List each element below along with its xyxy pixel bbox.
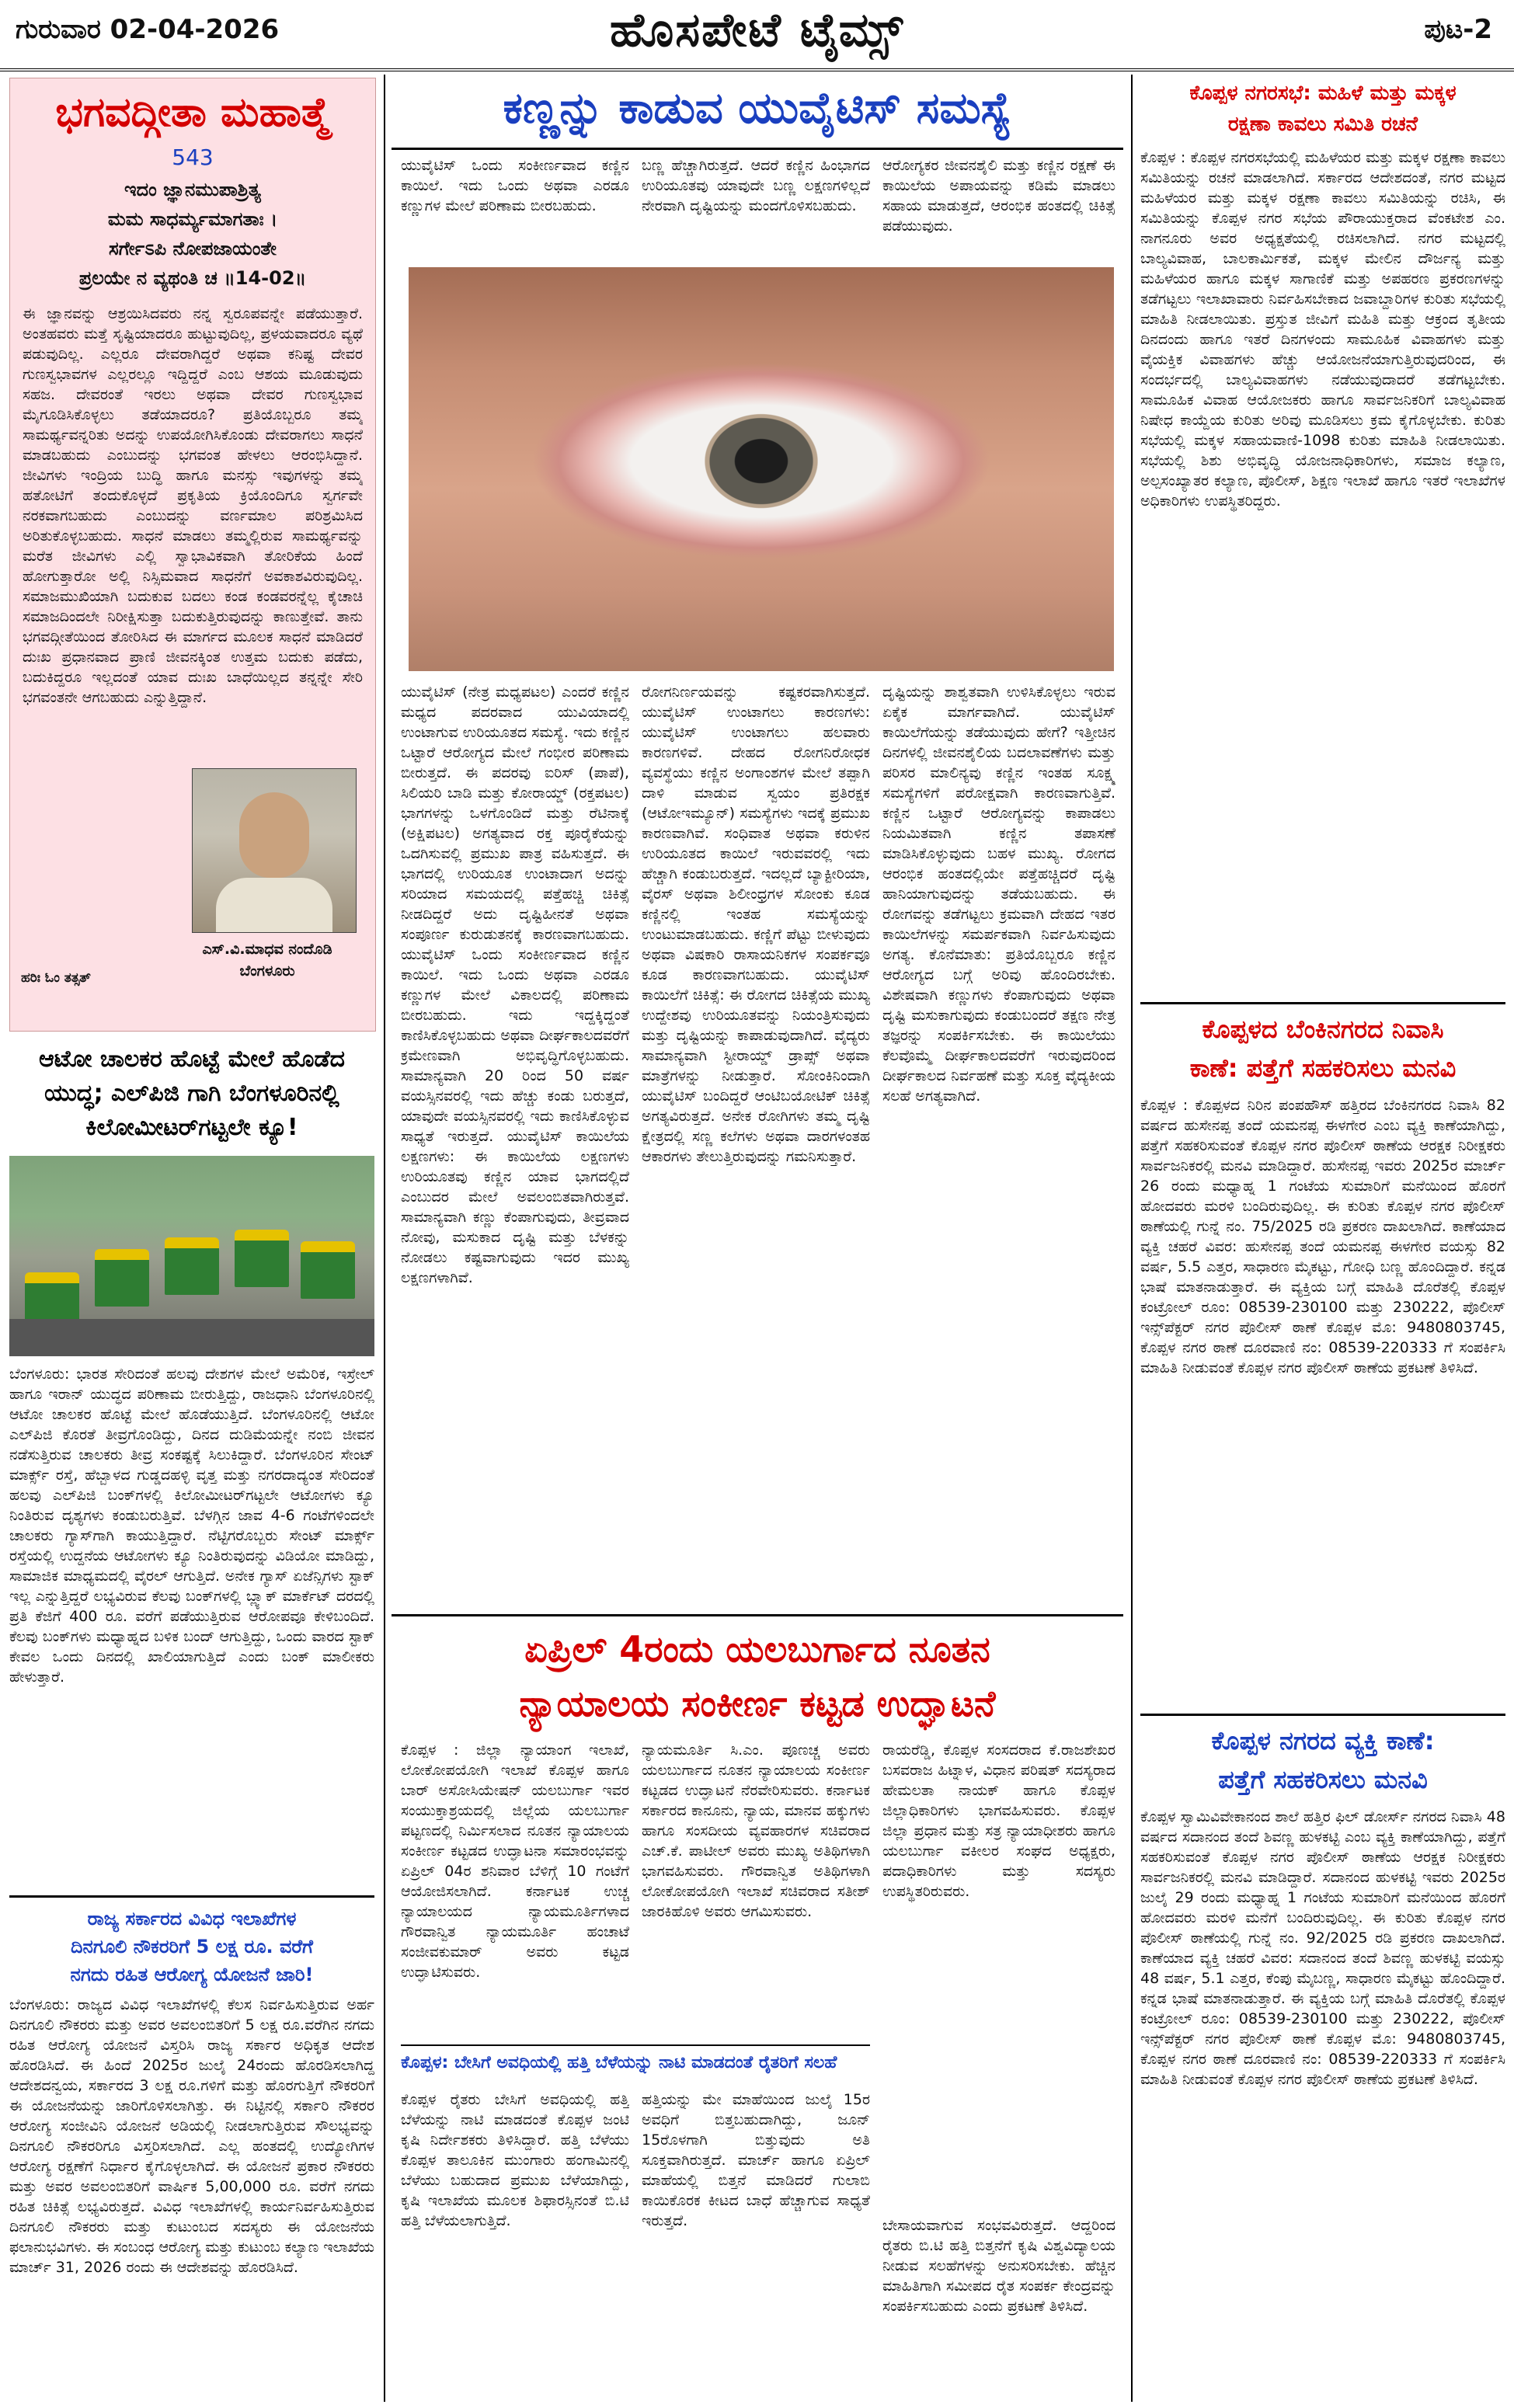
left-divider (9, 1895, 374, 1898)
headline-line: ಆಟೋ ಚಾಲಕರ ಹೊಟ್ಟೆ ಮೇಲೆ ಹೊಡೆದ (38, 1046, 346, 1073)
eye-intro-col: ಆರೋಗ್ಯಕರ ಜೀವನಶೈಲಿ ಮತ್ತು ಕಣ್ಣಿನ ರಕ್ಷಣೆ ಈ ಕಾಯಿಲೆಯ ಅಪಾಯವನ್ನು ಕಡಿಮೆ ಮಾಡಲು ಸಹಾಯ ಮಾಡುತ್ತದೆ, ಆರಂಭಿಕ ಹಂತದಲ್ಲಿ ಚಿಕಿತ್ಸೆ ಪಡೆಯುವುದು. (882, 157, 1115, 235)
right-divider-2 (1140, 1714, 1505, 1716)
center-divider (392, 1614, 1123, 1616)
right-story-2 (1140, 1010, 1505, 1709)
shloka-line: ಸರ್ಗೇಽಪಿ ನೋಪಜಾಯಂತೇ (109, 238, 277, 259)
eye-headline: ಕಣ್ಣನ್ನು ಕಾಡುವ ಯುವೈಟಿಸ್ ಸಮಸ್ಯೆ (503, 83, 1012, 134)
health-story (9, 1905, 374, 2402)
health-headline (9, 1905, 374, 1989)
right-story-1 (1140, 78, 1505, 994)
gita-title: ಭಗವದ್ಗೀತಾ ಮಹಾತ್ಮೆ (55, 89, 330, 136)
author-photo (192, 768, 357, 933)
headline-line: ಏಪ್ರಿಲ್ 4ರಂದು ಯಲಬುರ್ಗಾದ ನೂತನ (524, 1628, 990, 1670)
auto-story (9, 1042, 374, 1889)
crop-headline: ಕೊಪ್ಪಳ: ಬೇಸಿಗೆ ಅವಧಿಯಲ್ಲಿ ಹತ್ತಿ ಬೆಳೆಯನ್ನು ನಾಟಿ ಮಾಡದಂತೆ ರೈತರಿಗೆ ಸಲಹೆ (401, 2053, 837, 2072)
story3-headline (1140, 1721, 1505, 1799)
eye-intro-col: ಬಣ್ಣ ಹೆಚ್ಚಾಗಿರುತ್ತದೆ. ಆದರೆ ಕಣ್ಣಿನ ಹಿಂಭಾಗದ ಉರಿಯೂತವು ಯಾವುದೇ ಬಣ್ಣ ಲಕ್ಷಣಗಳಿಲ್ಲದೆ ನೇರವಾಗಿ ದೃಷ್ಟಿಯನ್ನು ಮಂದಗೊಳಿಸಬಹುದು. (642, 157, 870, 214)
right-divider-1 (1140, 1002, 1505, 1004)
headline-line: ರಕ್ಷಣಾ ಕಾವಲು ಸಮಿತಿ ರಚನೆ (1227, 113, 1418, 136)
health-body: ಬೆಂಗಳೂರು: ರಾಜ್ಯದ ವಿವಿಧ ಇಲಾಖೆಗಳಲ್ಲಿ ಕೆಲಸ ನಿರ್ವಹಿಸುತ್ತಿರುವ ಅರ್ಹ ದಿನಗೂಲಿ ನೌಕರರು ಮತ್ತು ಅವರ ಅವಲಂಬಿತರಿಗೆ 5 ಲಕ್ಷ ರೂ.ವರೆಗಿನ ನಗದು ರಹಿತ ಆರೋಗ್ಯ ಯೋಜನೆ ವಿಸ್ತರಿಸಿ ರಾಜ್ಯ ಸರ್ಕಾರ ಅಧಿಕೃತ ಆದೇಶ ಹೊರಡಿಸಿದೆ. ಈ ಹಿಂದೆ 2025ರ ಜುಲೈ 24ರಂದು ಹೊರಡಿಸಲಾಗಿದ್ದ ಆದೇಶದನ್ವಯ, ಸರ್ಕಾರದ 3 ಲಕ್ಷ ರೂ.ಗಳಿಗೆ ಮತ್ತು ಹೊರಗುತ್ತಿಗೆ ನೌಕರರಿಗೆ ಈ ಯೋಜನೆಯನ್ನು ಜಾರಿಗೊಳಿಸಲಾಗಿತ್ತು. ಈ ನಿಟ್ಟಿನಲ್ಲಿ ಸರ್ಕಾರಿ ನೌಕರರ ಆರೋಗ್ಯ ಸಂಜೀವಿನಿ ಯೋಜನೆ ಅಡಿಯಲ್ಲಿ ನೀಡಲಾಗುತ್ತಿರುವ ಸೌಲಭ್ಯವನ್ನು ದಿನಗೂಲಿ ನೌಕರರಿಗೂ ವಿಸ್ತರಿಸಲಾಗಿದೆ. ಎಲ್ಲ ಹಂತದಲ್ಲಿ ಉದ್ಯೋಗಿಗಳ ಆರೋಗ್ಯ ರಕ್ಷಣೆಗೆ ನಿರ್ಧಾರ ಕೈಗೊಳ್ಳಲಾಗಿದೆ. ಈ ಯೋಜನೆ ಪ್ರಕಾರ ನೌಕರರು ಮತ್ತು ಅವರ ಅವಲಂಬಿತರಿಗೆ ವಾರ್ಷಿಕ 5,00,000 ರೂ. ವರೆಗೆ ನಗದು ರಹಿತ ಚಿಕಿತ್ಸೆ ಲಭ್ಯವಿರುತ್ತದೆ. ವಿವಿಧ ಇಲಾಖೆಗಳಲ್ಲಿ ಕಾರ್ಯನಿರ್ವಹಿಸುತ್ತಿರುವ ದಿನಗೂಲಿ ನೌಕರರು ಮತ್ತು ಕುಟುಂಬದ ಸದಸ್ಯರು ಈ ಯೋಜನೆಯ ಫಲಾನುಭವಿಗಳು. ಈ ಸಂಬಂಧ ಆರೋಗ್ಯ ಮತ್ತು ಕುಟುಂಬ ಕಲ್ಯಾಣ ಇಲಾಖೆಯ ಮಾರ್ಚ್ 31, 2026 ರಂದು ಈ ಆದೇಶವನ್ನು ಹೊರಡಿಸಿದೆ. (9, 1996, 374, 2276)
auto-queue-photo (9, 1156, 374, 1356)
headline-line: ಪತ್ತೆಗೆ ಸಹಕರಿಸಲು ಮನವಿ (1218, 1765, 1428, 1794)
court-headline (392, 1622, 1123, 1731)
author-name: ಎಸ್.ವಿ.ಮಾಧವ ನಂದೊಡಿ (202, 941, 332, 958)
gita-shloka (10, 175, 375, 293)
headline-line: ದಿನಗೂಲಿ ನೌಕರರಿಗೆ 5 ಲಕ್ಷ ರೂ. ವರೆಗೆ (71, 1936, 313, 1957)
gita-box (9, 78, 376, 1032)
auto-headline (9, 1042, 374, 1145)
eye-body-col-3: ದೃಷ್ಟಿಯನ್ನು ಶಾಶ್ವತವಾಗಿ ಉಳಿಸಿಕೊಳ್ಳಲು ಇರುವ ಏಕೈಕ ಮಾರ್ಗವಾಗಿದೆ. ಯುವೈಟಿಸ್ ಕಾಯಿಲೆಗೆಯನ್ನು ತಡೆಯುವುದು ಹೇಗೆ? ಇತ್ತೀಚಿನ ದಿನಗಳಲ್ಲಿ ಜೀವನಶೈಲಿಯ ಬದಲಾವಣೆಗಳು ಮತ್ತು ಪರಿಸರ ಮಾಲಿನ್ಯವು ಕಣ್ಣಿನ ಇಂತಹ ಸೂಕ್ಷ್ಮ ಸಮಸ್ಯೆಗಳಿಗೆ ಪರೋಕ್ಷವಾಗಿ ಕಾರಣವಾಗುತ್ತಿವೆ. ಕಣ್ಣಿನ ಒಟ್ಟಾರೆ ಆರೋಗ್ಯವನ್ನು ಕಾಪಾಡಲು ನಿಯಮಿತವಾಗಿ ಕಣ್ಣಿನ ತಪಾಸಣೆ ಮಾಡಿಸಿಕೊಳ್ಳುವುದು ಬಹಳ ಮುಖ್ಯ. ರೋಗದ ಆರಂಭಿಕ ಹಂತದಲ್ಲಿಯೇ ಪತ್ತೆಹಚ್ಚಿದರೆ ದೃಷ್ಟಿ ಹಾನಿಯಾಗುವುದನ್ನು ತಡೆಯಬಹುದು. ಈ ರೋಗವನ್ನು ತಡೆಗಟ್ಟಲು ಕ್ರಮವಾಗಿ ದೇಹದ ಇತರ ಕಾಯಿಲೆಗಳನ್ನು ಸಮರ್ಪಕವಾಗಿ ನಿರ್ವಹಿಸುವುದು ಅಗತ್ಯ. ಕೊನೆಮಾತು: ಪ್ರತಿಯೊಬ್ಬರೂ ಕಣ್ಣಿನ ಆರೋಗ್ಯದ ಬಗ್ಗೆ ಅರಿವು ಹೊಂದಿರಬೇಕು. ವಿಶೇಷವಾಗಿ ಕಣ್ಣುಗಳು ಕೆಂಪಾಗುವುದು ಅಥವಾ ದೃಷ್ಟಿ ಮಸುಕಾಗುವುದು ಕಂಡುಬಂದರೆ ತಕ್ಷಣ ನೇತ್ರ ತಜ್ಞರನ್ನು ಸಂಪರ್ಕಿಸಬೇಕು. ಈ ಕಾಯಿಲೆಯು ಕೆಲವೊಮ್ಮೆ ದೀರ್ಘಕಾಲದವರೆಗೆ ಇರುವುದರಿಂದ ದೀರ್ಘಕಾಲದ ನಿರ್ವಹಣೆ ಮತ್ತು ಸೂಕ್ತ ವೈದ್ಯಕೀಯ ಸಲಹೆ ಅಗತ್ಯವಾಗಿದೆ. (882, 684, 1115, 1105)
column-rule-left (384, 75, 385, 2402)
newspaper-title: ಹೊಸಪೇಟೆ ಟೈಮ್ಸ್ (609, 3, 905, 57)
auto-body: ಬೆಂಗಳೂರು: ಭಾರತ ಸೇರಿದಂತೆ ಹಲವು ದೇಶಗಳ ಮೇಲೆ ಅಮೆರಿಕ, ಇಸ್ರೇಲ್ ಹಾಗೂ ಇರಾನ್ ಯುದ್ಧದ ಪರಿಣಾಮ ಬೀರುತ್ತಿದ್ದು, ರಾಜಧಾನಿ ಬೆಂಗಳೂರಿನಲ್ಲಿ ಆಟೋ ಚಾಲಕರ ಹೊಟ್ಟೆ ಮೇಲೆ ಹೊಡೆಯುತ್ತಿದೆ. ಬೆಂಗಳೂರಿನಲ್ಲಿ ಆಟೋ ಎಲ್‌ಪಿಜಿ ಕೊರತೆ ತೀವ್ರಗೊಂಡಿದ್ದು, ದಿನದ ದುಡಿಮೆಯನ್ನೇ ನಂಬಿ ಜೀವನ ನಡೆಸುತ್ತಿರುವ ಚಾಲಕರು ತೀವ್ರ ಸಂಕಷ್ಟಕ್ಕೆ ಸಿಲುಕಿದ್ದಾರೆ. ಬೆಂಗಳೂರಿನ ಸೇಂಟ್ ಮಾರ್ಕ್ಸ್ ರಸ್ತೆ, ಹೆಬ್ಬಾಳದ ಗುಡ್ಡದಹಳ್ಳಿ ವೃತ್ತ ಮತ್ತು ನಗರದಾದ್ಯಂತ ಸೇರಿದಂತೆ ಹಲವು ಎಲ್‌ಪಿಜಿ ಬಂಕ್‌ಗಳಲ್ಲಿ ಕಿಲೋಮೀಟರ್‌ಗಟ್ಟಲೇ ಆಟೋಗಳು ಕ್ಯೂ ನಿಂತಿರುವ ದೃಶ್ಯಗಳು ಕಂಡುಬರುತ್ತಿವೆ. ಬೆಳಗ್ಗಿನ ಜಾವ 4-6 ಗಂಟೆಗಳಿಂದಲೇ ಚಾಲಕರು ಗ್ಯಾಸ್‌ಗಾಗಿ ಕಾಯುತ್ತಿದ್ದಾರೆ. ನೆಟ್ಟಿಗರೊಬ್ಬರು ಸೇಂಟ್ ಮಾರ್ಕ್ಸ್ ರಸ್ತೆಯಲ್ಲಿ ಉದ್ದನೆಯ ಆಟೋಗಳು ಕ್ಯೂ ನಿಂತಿರುವುದನ್ನು ವಿಡಿಯೋ ಮಾಡಿದ್ದು, ಸಾಮಾಜಿಕ ಮಾಧ್ಯಮದಲ್ಲಿ ವೈರಲ್ ಆಗುತ್ತಿದೆ. ಅನೇಕ ಗ್ಯಾಸ್ ಏಜೆನ್ಸಿಗಳು ಸ್ಟಾಕ್ ಇಲ್ಲ ಎನ್ನುತ್ತಿದ್ದರೆ ಲಭ್ಯವಿರುವ ಕೆಲವು ಬಂಕ್‌ಗಳಲ್ಲಿ ಬ್ಲ್ಯಾಕ್ ಮಾರ್ಕೆಟ್ ದರದಲ್ಲಿ ಪ್ರತಿ ಕೆಜಿಗೆ 400 ರೂ. ವರೆಗೆ ಪಡೆಯುತ್ತಿರುವ ಆರೋಪವೂ ಕೇಳಿಬಂದಿದೆ. ಕೆಲವು ಬಂಕ್‌ಗಳು ಮಧ್ಯಾಹ್ನದ ಬಳಿಕ ಬಂದ್ ಆಗುತ್ತಿದ್ದು, ಒಂದು ವಾರದ ಸ್ಟಾಕ್ ಕೇವಲ ಒಂದು ದಿನದಲ್ಲಿ ಖಾಲಿಯಾಗುತ್ತಿದೆ ಎಂದು ಬಂಕ್ ಮಾಲೀಕರು ಹೇಳುತ್ತಾರೆ. (9, 1366, 374, 1686)
shloka-line: ಇದಂ ಜ್ಞಾನಮುಪಾಶ್ರಿತ್ಯ (124, 179, 261, 200)
headline-line: ಕಿಲೋಮೀಟರ್‌ಗಟ್ಟಲೇ ಕ್ಯೂ! (85, 1114, 298, 1141)
story2-body: ಕೊಪ್ಪಳ : ಕೊಪ್ಪಳದ ನಿರಿನ ಪಂಪಹೌಸ್ ಹತ್ತಿರದ ಬೆಂಕಿನಗರದ ನಿವಾಸಿ 82 ವರ್ಷದ ಹುಸೇನಪ್ಪ ತಂದೆ ಯಮನಪ್ಪ ಈಳಗೇರ ಎಂಬ ವ್ಯಕ್ತಿ ಕಾಣೆಯಾಗಿದ್ದು, ಪತ್ತೆಗೆ ಸಹಕರಿಸುವಂತೆ ಕೊಪ್ಪಳ ನಗರ ಪೊಲೀಸ್ ಠಾಣೆಯ ಆರಕ್ಷಕ ನಿರೀಕ್ಷಕರು ಸಾರ್ವಜನಿಕರಲ್ಲಿ ಮನವಿ ಮಾಡಿದ್ದಾರೆ. ಹುಸೇನಪ್ಪ ಇವರು 2025ರ ಮಾರ್ಚ್ 26 ರಂದು ಮಧ್ಯಾಹ್ನ 1 ಗಂಟೆಯ ಸುಮಾರಿಗೆ ಮನೆಯಿಂದ ಹೊರಗೆ ಹೋದವರು ಮರಳಿ ಬಂದಿರುವುದಿಲ್ಲ. ಈ ಕುರಿತು ಕೊಪ್ಪಳ ನಗರ ಪೊಲೀಸ್ ಠಾಣೆಯಲ್ಲಿ ಗುನ್ನೆ ನಂ. 75/2025 ರಡಿ ಪ್ರಕರಣ ದಾಖಲಾಗಿದೆ. ಕಾಣೆಯಾದ ವ್ಯಕ್ತಿ ಚಹರೆ ವಿವರ: ಹುಸೇನಪ್ಪ ತಂದೆ ಯಮನಪ್ಪ ಈಳಗೇರ ವಯಸ್ಸು 82 ವರ್ಷ, 5.5 ಎತ್ತರ, ಸಾಧಾರಣ ಮೈಕಟ್ಟು, ಗೋಧಿ ಬಣ್ಣ ಹೊಂದಿದ್ದಾರೆ. ಕನ್ನಡ ಭಾಷೆ ಮಾತನಾಡುತ್ತಾರೆ. ಈ ವ್ಯಕ್ತಿಯ ಬಗ್ಗೆ ಮಾಹಿತಿ ದೊರೆತಲ್ಲಿ ಕೊಪ್ಪಳ ಕಂಟ್ರೋಲ್ ರೂಂ: 08539-230100 ಮತ್ತು 230222, ಪೊಲೀಸ್ ಇನ್ಸ್‌ಪೆಕ್ಟರ್ ನಗರ ಪೊಲೀಸ್ ಠಾಣೆ ಕೊಪ್ಪಳ ಮೊ: 9480803745, ಕೊಪ್ಪಳ ನಗರ ಠಾಣೆ ದೂರವಾಣಿ ನಂ: 08539-220333 ಗೆ ಸಂಪರ್ಕಿಸಿ ಮಾಹಿತಿ ನೀಡುವಂತೆ ಕೊಪ್ಪಳ ನಗರ ಪೊಲೀಸ್ ಠಾಣೆಯ ಪ್ರಕಟಣೆ ತಿಳಿಸಿದೆ. (1140, 1097, 1505, 1376)
court-body-col-3: ರಾಯರೆಡ್ಡಿ, ಕೊಪ್ಪಳ ಸಂಸದರಾದ ಕೆ.ರಾಜಶೇಖರ ಬಸವರಾಜ ಹಿಟ್ನಾಳ, ವಿಧಾನ ಪರಿಷತ್ ಸದಸ್ಯರಾದ ಹೇಮಲತಾ ನಾಯಕ್ ಹಾಗೂ ಕೊಪ್ಪಳ ಜಿಲ್ಲಾಧಿಕಾರಿಗಳು ಭಾಗವಹಿಸುವರು. ಕೊಪ್ಪಳ ಜಿಲ್ಲಾ ಪ್ರಧಾನ ಮತ್ತು ಸತ್ರ ನ್ಯಾಯಾಧೀಶರು ಹಾಗೂ ಯಲಬುರ್ಗಾ ವಕೀಲರ ಸಂಘದ ಅಧ್ಯಕ್ಷರು, ಪದಾಧಿಕಾರಿಗಳು ಮತ್ತು ಸದಸ್ಯರು ಉಪಸ್ಥಿತರಿರುವರು. (882, 1742, 1115, 1900)
headline-line: ನಗದು ರಹಿತ ಆರೋಗ್ಯ ಯೋಜನೆ ಜಾರಿ! (70, 1964, 314, 1985)
shloka-line: ಪ್ರಲಯೇ ನ ವ್ಯಥಂತಿ ಚ ॥14-02॥ (78, 267, 307, 289)
story3-body: ಕೊಪ್ಪಳ ಸ್ವಾಮಿವಿವೇಕಾನಂದ ಶಾಲೆ ಹತ್ತಿರ ಫಿಲ್ ಡೋರ್ಸ್ ನಗರದ ನಿವಾಸಿ 48 ವರ್ಷದ ಸದಾನಂದ ತಂದೆ ಶಿವಣ್ಣ ಹುಳಕಟ್ಟಿ ಎಂಬ ವ್ಯಕ್ತಿ ಕಾಣೆಯಾಗಿದ್ದು, ಪತ್ತೆಗೆ ಸಹಕರಿಸುವಂತೆ ಕೊಪ್ಪಳ ನಗರ ಪೊಲೀಸ್ ಠಾಣೆಯ ಆರಕ್ಷಕ ನಿರೀಕ್ಷಕರು ಸಾರ್ವಜನಿಕರಲ್ಲಿ ಮನವಿ ಮಾಡಿದ್ದಾರೆ. ಸದಾನಂದ ಹುಳಕಟ್ಟಿ ಇವರು 2025ರ ಜುಲೈ 29 ರಂದು ಮಧ್ಯಾಹ್ನ 1 ಗಂಟೆಯ ಸುಮಾರಿಗೆ ಮನೆಯಿಂದ ಹೊರಗೆ ಹೋದವರು ಮರಳಿ ಮನೆಗೆ ಬಂದಿರುವುದಿಲ್ಲ. ಈ ಕುರಿತು ಕೊಪ್ಪಳ ನಗರ ಪೊಲೀಸ್ ಠಾಣೆಯಲ್ಲಿ ಗುನ್ನೆ ನಂ. 92/2025 ರಡಿ ಪ್ರಕರಣ ದಾಖಲಾಗಿದೆ. ಕಾಣೆಯಾದ ವ್ಯಕ್ತಿ ಚಹರೆ ವಿವರ: ಸದಾನಂದ ತಂದೆ ಶಿವಣ್ಣ ಹುಳಕಟ್ಟಿ ವಯಸ್ಸು 48 ವರ್ಷ, 5.1 ಎತ್ತರ, ಕೆಂಪು ಮೈಬಣ್ಣ, ಸಾಧಾರಣ ಮೈಕಟ್ಟು ಹೊಂದಿದ್ದಾರೆ. ಕನ್ನಡ ಭಾಷೆ ಮಾತನಾಡುತ್ತಾರೆ. ಈ ವ್ಯಕ್ತಿಯ ಬಗ್ಗೆ ಮಾಹಿತಿ ದೊರೆತಲ್ಲಿ ಕೊಪ್ಪಳ ಕಂಟ್ರೋಲ್ ರೂಂ: 08539-230100 ಮತ್ತು 230222, ಪೊಲೀಸ್ ಇನ್ಸ್‌ಪೆಕ್ಟರ್ ನಗರ ಪೊಲೀಸ್ ಠಾಣೆ ಕೊಪ್ಪಳ ಮೊ: 9480803745, ಕೊಪ್ಪಳ ನಗರ ಠಾಣೆ ದೂರವಾಣಿ ನಂ: 08539-220333 ಗೆ ಸಂಪರ್ಕಿಸಿ ಮಾಹಿತಿ ನೀಡುವಂತೆ ಕೊಪ್ಪಳ ನಗರ ಪೊಲೀಸ್ ಠಾಣೆಯ ಪ್ರಕಟಣೆ ತಿಳಿಸಿದೆ. (1140, 1808, 1505, 2088)
gita-signoff: ಹರಿಃ ಓಂ ತತ್ಸತ್ (21, 970, 91, 986)
headline-line: ಯುದ್ಧ; ಎಲ್‌ಪಿಜಿ ಗಾಗಿ ಬೆಂಗಳೂರಿನಲ್ಲಿ (44, 1080, 339, 1107)
headline-line: ನ್ಯಾಯಾಲಯ ಸಂಕೀರ್ಣ ಕಟ್ಟಡ ಉದ್ಘಾಟನೆ (519, 1682, 996, 1724)
eye-headline-box (392, 78, 1123, 150)
headline-line: ಕೊಪ್ಪಳ ನಗರದ ವ್ಯಕ್ತಿ ಕಾಣೆ: (1211, 1726, 1435, 1756)
page-number: ಪುಟ-2 (1424, 14, 1492, 45)
issue-date: ಗುರುವಾರ 02-04-2026 (16, 14, 280, 45)
story2-headline (1140, 1010, 1505, 1087)
gita-author-block (21, 760, 364, 993)
eye-body-col-2: ರೋಗನಿರ್ಣಯವನ್ನು ಕಷ್ಟಕರವಾಗಿಸುತ್ತದೆ. ಯುವೈಟಿಸ್ ಉಂಟಾಗಲು ಕಾರಣಗಳು: ಯುವೈಟಿಸ್ ಉಂಟಾಗಲು ಹಲವಾರು ಕಾರಣಗಳಿವೆ. ದೇಹದ ರೋಗನಿರೋಧಕ ವ್ಯವಸ್ಥೆಯು ಕಣ್ಣಿನ ಅಂಗಾಂಶಗಳ ಮೇಲೆ ತಪ್ಪಾಗಿ ದಾಳಿ ಮಾಡುವ ಸ್ವಯಂ ಪ್ರತಿರಕ್ಷಕ (ಆಟೋಇಮ್ಯೂನ್) ಸಮಸ್ಯೆಗಳು ಇದಕ್ಕೆ ಪ್ರಮುಖ ಕಾರಣವಾಗಿವೆ. ಸಂಧಿವಾತ ಅಥವಾ ಕರುಳಿನ ಉರಿಯೂತದ ಕಾಯಿಲೆ ಇರುವವರಲ್ಲಿ ಇದು ಹೆಚ್ಚಾಗಿ ಕಂಡುಬರುತ್ತದೆ. ಇದಲ್ಲದೆ ಬ್ಯಾಕ್ಟೀರಿಯಾ, ವೈರಸ್ ಅಥವಾ ಶಿಲೀಂಧ್ರಗಳ ಸೋಂಕು ಕೂಡ ಕಣ್ಣಿನಲ್ಲಿ ಇಂತಹ ಸಮಸ್ಯೆಯನ್ನು ಉಂಟುಮಾಡಬಹುದು. ಕಣ್ಣಿಗೆ ಪೆಟ್ಟು ಬೀಳುವುದು ಅಥವಾ ವಿಷಕಾರಿ ರಾಸಾಯನಿಕಗಳ ಸಂಪರ್ಕವೂ ಕೂಡ ಕಾರಣವಾಗಬಹುದು. ಯುವೈಟಿಸ್ ಕಾಯಿಲೆಗೆ ಚಿಕಿತ್ಸೆ: ಈ ರೋಗದ ಚಿಕಿತ್ಸೆಯ ಮುಖ್ಯ ಉದ್ದೇಶವು ಉರಿಯೂತವನ್ನು ನಿಯಂತ್ರಿಸುವುದು ಮತ್ತು ದೃಷ್ಟಿಯನ್ನು ಕಾಪಾಡುವುದಾಗಿದೆ. ವೈದ್ಯರು ಸಾಮಾನ್ಯವಾಗಿ ಸ್ಟೀರಾಯ್ಡ್ ಡ್ರಾಪ್ಸ್ ಅಥವಾ ಮಾತ್ರೆಗಳನ್ನು ನೀಡುತ್ತಾರೆ. ಸೋಂಕಿನಿಂದಾಗಿ ಯುವೈಟಿಸ್ ಬಂದಿದ್ದರೆ ಆಂಟಿಬಯೋಟಿಕ್ ಚಿಕಿತ್ಸೆ ಅಗತ್ಯವಿರುತ್ತದೆ. ಅನೇಕ ರೋಗಿಗಳು ತಮ್ಮ ದೃಷ್ಟಿ ಕ್ಷೇತ್ರದಲ್ಲಿ ಸಣ್ಣ ಕಲೆಗಳು ಅಥವಾ ದಾರಗಳಂತಹ ಆಕಾರಗಳು ತೇಲುತ್ತಿರುವುದನ್ನು ಗಮನಿಸುತ್ತಾರೆ. (642, 684, 870, 1165)
gita-number: 543 (172, 144, 214, 170)
right-story-3 (1140, 1721, 1505, 2402)
headline-line: ಕಾಣೆ: ಪತ್ತೆಗೆ ಸಹಕರಿಸಲು ಮನವಿ (1189, 1053, 1457, 1083)
crop-body-col-2: ಹತ್ತಿಯನ್ನು ಮೇ ಮಾಹೆಯಿಂದ ಜುಲೈ 15ರ ಅವಧಿಗೆ ಬಿತ್ತಬಹುದಾಗಿದ್ದು, ಜೂನ್ 15ರೊಳಗಾಗಿ ಬಿತ್ತುವುದು ಅತಿ ಸೂಕ್ತವಾಗಿರುತ್ತದೆ. ಮಾರ್ಚ್ ಹಾಗೂ ಏಪ್ರಿಲ್ ಮಾಹೆಯಲ್ಲಿ ಬಿತ್ತನೆ ಮಾಡಿದರೆ ಗುಲಾಬಿ ಕಾಯಿಕೊರಕ ಕೀಟದ ಬಾಧೆ ಹೆಚ್ಚಾಗುವ ಸಾಧ್ಯತೆ ಇರುತ್ತದೆ. (642, 2091, 870, 2229)
masthead (0, 0, 1514, 71)
court-body-col-2: ನ್ಯಾಯಮೂರ್ತಿ ಸಿ.ಎಂ. ಪೂಣಚ್ಚ ಅವರು ಯಲಬುರ್ಗಾದ ನೂತನ ನ್ಯಾಯಾಲಯ ಸಂಕೀರ್ಣ ಕಟ್ಟಡದ ಉದ್ಘಾಟನೆ ನೆರವೇರಿಸುವರು. ಕರ್ನಾಟಕ ಸರ್ಕಾರದ ಕಾನೂನು, ನ್ಯಾಯ, ಮಾನವ ಹಕ್ಕುಗಳು ಹಾಗೂ ಸಂಸದೀಯ ವ್ಯವಹಾರಗಳ ಸಚಿವರಾದ ಎಚ್.ಕೆ. ಪಾಟೀಲ್ ಅವರು ಮುಖ್ಯ ಅತಿಥಿಗಳಾಗಿ ಭಾಗವಹಿಸುವರು. ಗೌರವಾನ್ವಿತ ಅತಿಥಿಗಳಾಗಿ ಲೋಕೋಪಯೋಗಿ ಇಲಾಖೆ ಸಚಿವರಾದ ಸತೀಶ್ ಜಾರಕಿಹೊಳಿ ಅವರು ಆಗಮಿಸುವರು. (642, 1742, 870, 1920)
story1-headline (1140, 78, 1505, 140)
author-place: ಬೆಂಗಳೂರು (239, 962, 295, 980)
crop-body-col-3: ಬೇಸಾಯವಾಗುವ ಸಂಭವವಿರುತ್ತದೆ. ಆದ್ದರಿಂದ ರೈತರು ಬಿ.ಟಿ ಹತ್ತಿ ಬಿತ್ತನೆಗೆ ಕೃಷಿ ವಿಶ್ವವಿದ್ಯಾಲಯ ನೀಡುವ ಸಲಹೆಗಳನ್ನು ಅನುಸರಿಸಬೇಕು. ಹೆಚ್ಚಿನ ಮಾಹಿತಿಗಾಗಿ ಸಮೀಪದ ರೈತ ಸಂಪರ್ಕ ಕೇಂದ್ರವನ್ನು ಸಂಪರ್ಕಿಸಬಹುದು ಎಂದು ಪ್ರಕಟಣೆ ತಿಳಿಸಿದೆ. (882, 2217, 1115, 2315)
crop-headline-box (401, 2044, 870, 2083)
eye-intro-col: ಯುವೈಟಿಸ್ ಒಂದು ಸಂಕೀರ್ಣವಾದ ಕಣ್ಣಿನ ಕಾಯಿಲೆ. ಇದು ಒಂದು ಅಥವಾ ಎರಡೂ ಕಣ್ಣುಗಳ ಮೇಲೆ ಪರಿಣಾಮ ಬೀರಬಹುದು. (401, 157, 629, 214)
headline-line: ರಾಜ್ಯ ಸರ್ಕಾರದ ವಿವಿಧ ಇಲಾಖೆಗಳ (87, 1908, 297, 1930)
headline-line: ಕೊಪ್ಪಳ ನಗರಸಭೆ: ಮಹಿಳೆ ಮತ್ತು ಮಕ್ಕಳ (1189, 82, 1457, 105)
court-body-col-1: ಕೊಪ್ಪಳ : ಜಿಲ್ಲಾ ನ್ಯಾಯಾಂಗ ಇಲಾಖೆ, ಲೋಕೋಪಯೋಗಿ ಇಲಾಖೆ ಕೊಪ್ಪಳ ಹಾಗೂ ಬಾರ್ ಅಸೋಸಿಯೇಷನ್ ಯಲಬುರ್ಗಾ ಇವರ ಸಂಯುಕ್ತಾಶ್ರಯದಲ್ಲಿ ಜಿಲ್ಲೆಯ ಯಲಬುರ್ಗಾ ಪಟ್ಟಣದಲ್ಲಿ ನಿರ್ಮಿಸಲಾದ ನೂತನ ನ್ಯಾಯಾಲಯ ಸಂಕೀರ್ಣ ಕಟ್ಟಡದ ಉದ್ಘಾಟನಾ ಸಮಾರಂಭವನ್ನು ಏಪ್ರಿಲ್ 04ರ ಶನಿವಾರ ಬೆಳಿಗ್ಗೆ 10 ಗಂಟೆಗೆ ಆಯೋಜಿಸಲಾಗಿದೆ. ಕರ್ನಾಟಕ ಉಚ್ಚ ನ್ಯಾಯಾಲಯದ ನ್ಯಾಯಮೂರ್ತಿಗಳಾದ ಗೌರವಾನ್ವಿತ ನ್ಯಾಯಮೂರ್ತಿ ಹಂಚಾಟೆ ಸಂಜೀವಕುಮಾರ್ ಅವರು ಕಟ್ಟಡ ಉದ್ಘಾಟಿಸುವರು. (401, 1742, 629, 1981)
story1-body: ಕೊಪ್ಪಳ : ಕೊಪ್ಪಳ ನಗರಸಭೆಯಲ್ಲಿ ಮಹಿಳೆಯರ ಮತ್ತು ಮಕ್ಕಳ ರಕ್ಷಣಾ ಕಾವಲು ಸಮಿತಿಯನ್ನು ರಚನೆ ಮಾಡಲಾಗಿದೆ. ಸರ್ಕಾರದ ಆದೇಶದಂತೆ, ನಗರ ಮಟ್ಟದ ಮಹಿಳೆಯರ ಮತ್ತು ಮಕ್ಕಳ ರಕ್ಷಣಾ ಕಾವಲು ಸಮಿತಿಯನ್ನು ರಚಿಸಿ, ಈ ಸಮಿತಿಯನ್ನು ಕೊಪ್ಪಳ ನಗರ ಸಭೆಯ ಪೌರಾಯುಕ್ತರಾದ ವೆಂಕಟೇಶ ಎಂ. ನಾಗನೂರು ಅವರ ಅಧ್ಯಕ್ಷತೆಯಲ್ಲಿ ರಚಿಸಲಾಗಿದೆ. ನಗರ ಮಟ್ಟದಲ್ಲಿ ಬಾಲ್ಯವಿವಾಹ, ಬಾಲಕಾರ್ಮಿಕತೆ, ಮಕ್ಕಳ ಮೇಲಿನ ದೌರ್ಜನ್ಯ ಮತ್ತು ಮಹಿಳೆಯರ ಹಾಗೂ ಮಕ್ಕಳ ಸಾಗಾಣಿಕೆ ಮತ್ತು ಅಪಹರಣ ಪ್ರಕರಣಗಳನ್ನು ತಡೆಗಟ್ಟಲು ಇಲಾಖಾವಾರು ನಿರ್ವಹಿಸಬೇಕಾದ ಜವಾಬ್ದಾರಿಗಳ ಕುರಿತು ಸಭೆಯಲ್ಲಿ ಮಾಹಿತಿ ನೀಡಲಾಯಿತು. ಪ್ರಸ್ತುತ ಜೀವಿಗೆ ಮಹಿತಿ ಮತ್ತು ಆಕ್ರಂದ ತೃತೀಯ ದಿನದಂದು ಹಾಗೂ ಇತರೆ ದಿನಗಳಂದು ಸಾಮೂಹಿಕ ವಿವಾಹಗಳು ಮತ್ತು ವೈಯಕ್ತಿಕ ವಿವಾಹಗಳು ಹೆಚ್ಚು ಆಯೋಜನೆಯಾಗುತ್ತಿರುವುದರಿಂದ, ಈ ಸಂದರ್ಭದಲ್ಲಿ ಬಾಲ್ಯವಿವಾಹಗಳು ನಡೆಯುವುದಾದರೆ ತಡೆಗಟ್ಟಬೇಕು. ಸಾಮೂಹಿಕ ವಿವಾಹ ಆಯೋಜಕರು ಹಾಗೂ ಸಾರ್ವಜನಿಕರಿಗೆ ಬಾಲ್ಯವಿವಾಹ ನಿಷೇಧ ಕಾಯ್ದೆಯ ಕುರಿತು ಅರಿವು ಮೂಡಿಸಲು ಕ್ರಮ ಕೈಗೊಳ್ಳಬೇಕು. ಕುರಿತು ಸಭೆಯಲ್ಲಿ ಮಕ್ಕಳ ಸಹಾಯವಾಣಿ-1098 ಕುರಿತು ಮಾಹಿತಿ ನೀಡಲಾಯಿತು. ಸಭೆಯಲ್ಲಿ ಶಿಶು ಅಭಿವೃದ್ಧಿ ಯೋಜನಾಧಿಕಾರಿಗಳು, ಸಮಾಜ ಕಲ್ಯಾಣ, ಅಲ್ಪಸಂಖ್ಯಾತರ ಕಲ್ಯಾಣ, ಪೊಲೀಸ್, ಶಿಕ್ಷಣ ಇಲಾಖೆ ಹಾಗೂ ಇತರೆ ಇಲಾಖೆಗಳ ಅಧಿಕಾರಿಗಳು ಉಪಸ್ಥಿತರಿದ್ದರು. (1140, 149, 1505, 510)
column-rule-right (1131, 75, 1133, 2402)
red-eye-photo (409, 267, 1114, 671)
gita-body: ಈ ಜ್ಞಾನವನ್ನು ಆಶ್ರಯಿಸಿದವರು ನನ್ನ ಸ್ವರೂಪವನ್ನೇ ಪಡೆಯುತ್ತಾರೆ. ಅಂತಹವರು ಮತ್ತೆ ಸೃಷ್ಟಿಯಾದರೂ ಹುಟ್ಟುವುದಿಲ್ಲ, ಪ್ರಳಯವಾದರೂ ವ್ಯಥೆ ಪಡುವುದಿಲ್ಲ. ಎಲ್ಲರೂ ದೇವರಾಗಿದ್ದರೆ ಅಥವಾ ಕನಿಷ್ಟ ದೇವರ ಗುಣಸ್ವಭಾವಗಳ ಎಲ್ಲರಲ್ಲೂ ಇದ್ದಿದ್ದರೆ ಎಂಬ ಆಶಯ ಮೂಡುವುದು ಸಹಜ. ದೇವರಂತೆ ಇರಲು ಅಥವಾ ದೇವರ ಗುಣಸ್ವಭಾವ ಮೈಗೂಡಿಸಿಕೊಳ್ಳಲು ತಡೆಯಾದರೂ? ಪ್ರತಿಯೊಬ್ಬರೂ ತಮ್ಮ ಸಾಮರ್ಥ್ಯವನ್ನರಿತು ಅದನ್ನು ಉಪಯೋಗಿಸಿಕೊಂಡು ದೇವರಾಗಲು ಸಾಧನೆ ಮಾಡಬಹುದು ಎಂಬುದನ್ನು ಭಗವಂತ ಹೇಳಲು ಆರಂಭಿಸಿದ್ದಾನೆ. ಜೀವಿಗಳು ಇಂದ್ರಿಯ ಬುದ್ಧಿ ಹಾಗೂ ಮನಸ್ಸು ಇವುಗಳನ್ನು ತಮ್ಮ ಹತೋಟಿಗೆ ತಂದುಕೊಳ್ಳದೆ ಪ್ರಕೃತಿಯ ಕ್ರಿಯೊಂದಿಗೂ ಸ್ವರ್ಗವೇ ನರಕವಾಗಬಹುದು ಎಂಬುದನ್ನು ವರ್ಣಮಾಲ ಪರಿಶ್ರಮಿಸಿದ ಅರಿತುಕೊಳ್ಳಬಹುದು. ಸಾಧನೆ ಮಾಡಲು ತಮ್ಮಲ್ಲಿರುವ ಸಾಮರ್ಥ್ಯವನ್ನು ಮರೆತ ಜೀವಿಗಳು ಎಲ್ಲಿ ಸ್ವಾಭಾವಿಕವಾಗಿ ತೋರಿಕೆಯ ಹಿಂದೆ ಹೋಗುತ್ತಾರೋ ಅಲ್ಲಿ ನಿಸ್ಸಿಮವಾದ ಸಾಧನೆಗೆ ಅವಕಾಶವಿರುವುದಿಲ್ಲ. ಸಮಾಜಮುಖಿಯಾಗಿ ಬದುಕುವ ಬದಲು ಕಂಡ ಕಂಡವರನ್ನೆಲ್ಲ ಕೈಚಾಚಿ ಸಮಾಜದಿಂದಲೇ ನಿರೀಕ್ಷಿಸುತ್ತಾ ಬದುಕುತ್ತಿರುವುದನ್ನು ಕಾಣುತ್ತೇವೆ. ತಾನು ಭಗವದ್ಗೀತೆಯಿಂದ ತೋರಿಸಿದ ಈ ಮಾರ್ಗದ ಮೂಲಕ ಸಾಧನೆ ಮಾಡಿದರೆ ದುಃಖ ಪ್ರಧಾನವಾದ ಪ್ರಾಣಿ ಜೀವನಕ್ಕಿಂತ ಉತ್ತಮ ಬದುಕು ಪಡೆದು, ಬದುಕಿದ್ದರೂ ಇಲ್ಲದಂತೆ ಯಾವ ದುಃಖ ಬಾಧೆಯಿಲ್ಲದ ತನ್ನನ್ನೇ ಸೇರಿ ಭಗವಂತನೇ ಆಗಬಹುದು ಎನ್ನುತ್ತಿದ್ದಾನೆ. (23, 305, 363, 706)
headline-line: ಕೊಪ್ಪಳದ ಬೆಂಕಿನಗರದ ನಿವಾಸಿ (1202, 1014, 1444, 1044)
eye-body-col-1: ಯುವೈಟಿಸ್ (ನೇತ್ರ ಮಧ್ಯಪಟಲ) ಎಂದರೆ ಕಣ್ಣಿನ ಮಧ್ಯದ ಪದರವಾದ ಯುವಿಯಾದಲ್ಲಿ ಉಂಟಾಗುವ ಉರಿಯೂತದ ಸಮಸ್ಯೆ. ಇದು ಕಣ್ಣಿನ ಒಟ್ಟಾರೆ ಆರೋಗ್ಯದ ಮೇಲೆ ಗಂಭೀರ ಪರಿಣಾಮ ಬೀರುತ್ತದೆ. ಈ ಪದರವು ಐರಿಸ್ (ಪಾಪೆ), ಸಿಲಿಯರಿ ಬಾಡಿ ಮತ್ತು ಕೋರಾಯ್ಡ್ (ರಕ್ತಪಟಲ) ಭಾಗಗಳನ್ನು ಒಳಗೊಂಡಿದೆ ಮತ್ತು ರೆಟಿನಾಕ್ಕೆ (ಅಕ್ಷಿಪಟಲ) ಅಗತ್ಯವಾದ ರಕ್ತ ಪೂರೈಕೆಯನ್ನು ಒದಗಿಸುವಲ್ಲಿ ಪ್ರಮುಖ ಪಾತ್ರ ವಹಿಸುತ್ತದೆ. ಈ ಭಾಗದಲ್ಲಿ ಉರಿಯೂತ ಉಂಟಾದಾಗ ಅದನ್ನು ಸರಿಯಾದ ಸಮಯದಲ್ಲಿ ಪತ್ತೆಹಚ್ಚಿ ಚಿಕಿತ್ಸೆ ನೀಡದಿದ್ದರೆ ಅದು ದೃಷ್ಟಿಹೀನತೆ ಅಥವಾ ಸಂಪೂರ್ಣ ಕುರುಡುತನಕ್ಕೆ ಕಾರಣವಾಗಬಹುದು. ಯುವೈಟಿಸ್ ಒಂದು ಸಂಕೀರ್ಣವಾದ ಕಣ್ಣಿನ ಕಾಯಿಲೆ. ಇದು ಒಂದು ಅಥವಾ ಎರಡೂ ಕಣ್ಣುಗಳ ಮೇಲೆ ವಿಕಾಲದಲ್ಲಿ ಪರಿಣಾಮ ಬೀರಬಹುದು. ಇದು ಇದ್ದಕ್ಕಿದ್ದಂತೆ ಕಾಣಿಸಿಕೊಳ್ಳಬಹುದು ಅಥವಾ ದೀರ್ಘಕಾಲದವರೆಗೆ ಕ್ರಮೇಣವಾಗಿ ಅಭಿವೃದ್ಧಿಗೊಳ್ಳಬಹುದು. ಸಾಮಾನ್ಯವಾಗಿ 20 ರಿಂದ 50 ವರ್ಷ ವಯಸ್ಸಿನವರಲ್ಲಿ ಇದು ಹೆಚ್ಚು ಕಂಡು ಬರುತ್ತದೆ, ಯಾವುದೇ ವಯಸ್ಸಿನವರಲ್ಲಿ ಇದು ಕಾಣಿಸಿಕೊಳ್ಳುವ ಸಾಧ್ಯತೆ ಇರುತ್ತದೆ. ಯುವೈಟಿಸ್ ಕಾಯಿಲೆಯ ಲಕ್ಷಣಗಳು: ಈ ಕಾಯಿಲೆಯ ಲಕ್ಷಣಗಳು ಉರಿಯೂತವು ಕಣ್ಣಿನ ಯಾವ ಭಾಗದಲ್ಲಿದೆ ಎಂಬುದರ ಮೇಲೆ ಅವಲಂಬಿತವಾಗಿರುತ್ತವೆ. ಸಾಮಾನ್ಯವಾಗಿ ಕಣ್ಣು ಕೆಂಪಾಗುವುದು, ತೀವ್ರವಾದ ನೋವು, ಮಸುಕಾದ ದೃಷ್ಟಿ ಮತ್ತು ಬೆಳಕನ್ನು ನೋಡಲು ಕಷ್ಟವಾಗುವುದು ಇದರ ಮುಖ್ಯ ಲಕ್ಷಣಗಳಾಗಿವೆ. (401, 684, 629, 1286)
crop-body-col-1: ಕೊಪ್ಪಳ ರೈತರು ಬೇಸಿಗೆ ಅವಧಿಯಲ್ಲಿ ಹತ್ತಿ ಬೆಳೆಯನ್ನು ನಾಟಿ ಮಾಡದಂತೆ ಕೊಪ್ಪಳ ಜಂಟಿ ಕೃಷಿ ನಿರ್ದೇಶಕರು ತಿಳಿಸಿದ್ದಾರೆ. ಹತ್ತಿ ಬೆಳೆಯು ಕೊಪ್ಪಳ ತಾಲೂಕಿನ ಮುಂಗಾರು ಹಂಗಾಮಿನಲ್ಲಿ ಬೆಳೆಯು ಬಹುದಾದ ಪ್ರಮುಖ ಬೆಳೆಯಾಗಿದ್ದು, ಕೃಷಿ ಇಲಾಖೆಯ ಮೂಲಕ ಶಿಫಾರಸ್ಸಿನಂತೆ ಬಿ.ಟಿ ಹತ್ತಿ ಬೆಳೆಯಲಾಗುತ್ತಿದೆ. (401, 2091, 629, 2229)
shloka-line: ಮಮ ಸಾಧರ್ಮ್ಯಮಾಗತಾಃ । (107, 208, 278, 230)
